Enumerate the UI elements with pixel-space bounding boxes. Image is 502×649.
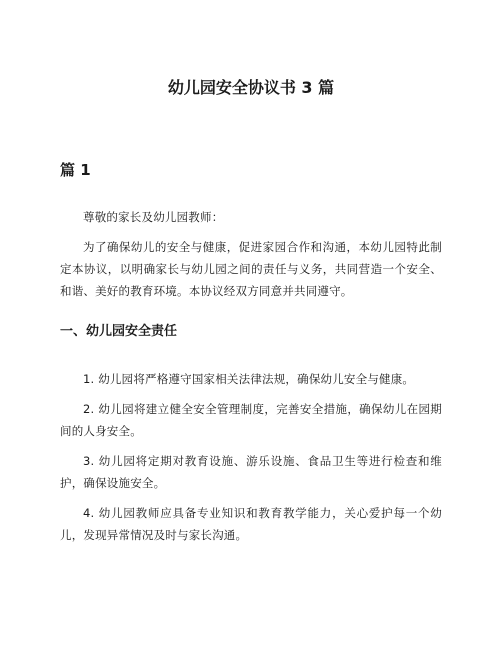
sub-heading: 一、幼儿园安全责任	[60, 324, 178, 339]
document-title: 幼儿园安全协议书 3 篇	[167, 78, 335, 97]
intro-paragraph: 为了确保幼儿的安全与健康，促进家园合作和沟通，本幼儿园特此制定本协议，以明确家长与幼儿园之间的责任与义务，共同营造一个安全、和谐、美好的教育环境。本协议经双方同意并共同遵守。	[60, 240, 442, 298]
list-item: 1. 幼儿园将严格遵守国家相关法律法规，确保幼儿安全与健康。	[83, 372, 415, 386]
list-item: 2. 幼儿园将建立健全安全管理制度，完善安全措施，确保幼儿在园期间的人身安全。	[60, 402, 442, 438]
list-item: 3. 幼儿园将定期对教育设施、游乐设施、食品卫生等进行检查和维护，确保设施安全。	[60, 454, 442, 490]
greeting-paragraph: 尊敬的家长及幼儿园教师：	[83, 210, 224, 224]
section-heading: 篇 1	[60, 161, 91, 179]
list-item: 4. 幼儿园教师应具备专业知识和教育教学能力，关心爱护每一个幼儿，发现异常情况及时与家长沟通。	[60, 506, 442, 542]
